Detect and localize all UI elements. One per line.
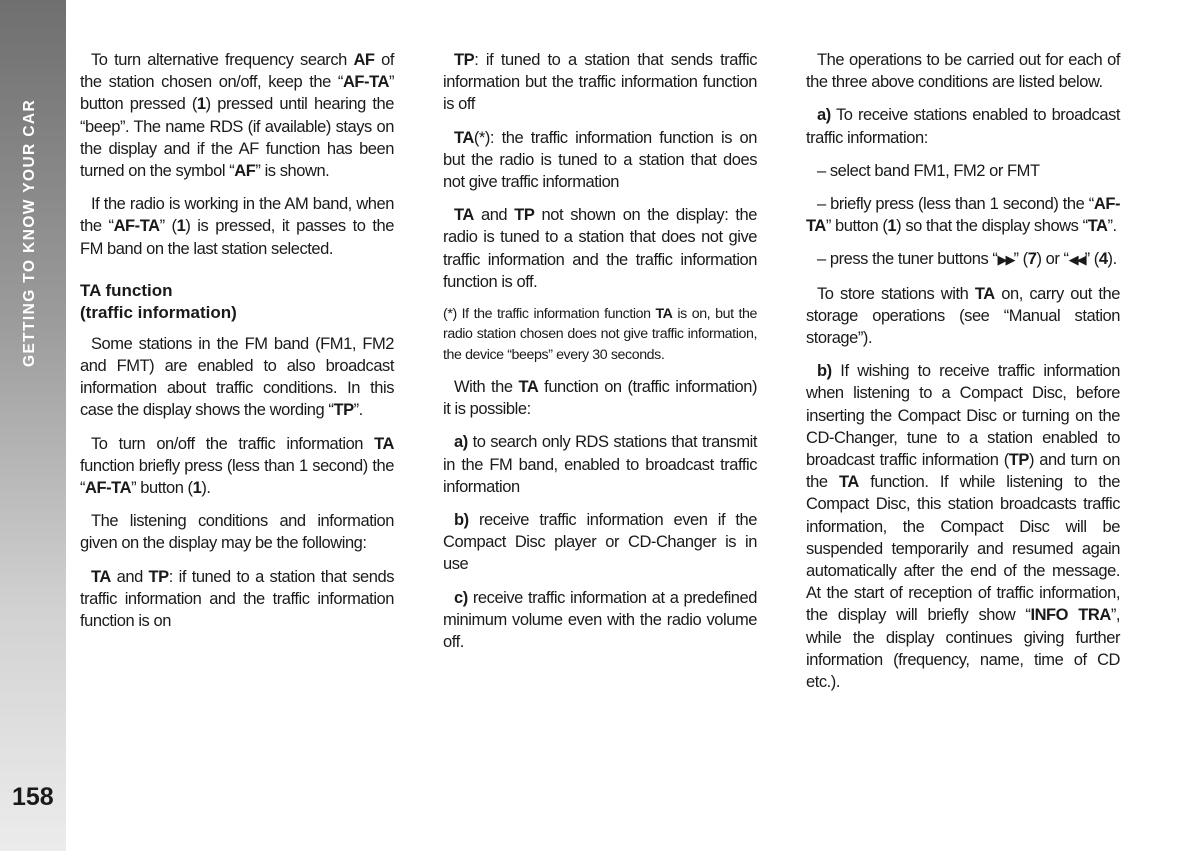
step-press-tuner-buttons: – press the tuner buttons “▶▶” (7) or “◀◀” (4). — [817, 250, 1117, 269]
page-number: 158 — [12, 783, 54, 811]
paragraph-ta-star: TA(*): the traffic information function is on but the radio is tuned to a station that does not give traffic information — [443, 128, 757, 192]
section-title: GETTING TO KNOW YOUR CAR — [21, 98, 38, 367]
ta-function-heading: TA function (traffic information) — [80, 280, 237, 322]
footnote: (*) If the traffic information function TA is on, but the radio station chosen does not give traffic information, the device “beeps” every 30 seconds. — [443, 306, 757, 363]
paragraph-ta-possible: With the TA function on (traffic information) it is possible: — [443, 377, 757, 419]
paragraph-compact-disc: b) If wishing to receive traffic information when listening to a Compact Disc, before inserting the Compact Disc or turning on the CD-Changer, tune to a station enabled to broadcast traffic information (TP) and turn on the TA function. If while listening to the Compact Disc, this station broadcasts traffic information, the Compact Disc will be suspended temporarily and resumed again automatically after the end of the message. At the start of reception of traffic information, the display will briefly show “INFO TRA”, while the display continues giving further information (frequency, name, time of CD etc.). — [806, 362, 1120, 692]
list-item-b: b) receive traffic information even if the Compact Disc player or CD-Changer is in use — [443, 510, 757, 574]
text-column-3 — [806, 49, 1120, 704]
paragraph-store-stations: To store stations with TA on, carry out the storage operations (see “Manual station storage”). — [806, 284, 1120, 348]
rewind-arrows-icon: ◀◀ — [1068, 252, 1085, 268]
step-press-af-ta: – briefly press (less than 1 second) the “AF-TA” button (1) so that the display shows “TA”. — [806, 195, 1120, 236]
forward-arrows-icon: ▶▶ — [997, 252, 1014, 268]
paragraph-tp-only: TP: if tuned to a station that sends traffic information but the traffic information function is off — [443, 51, 757, 114]
text-column-1 — [80, 49, 394, 643]
paragraph-ta-and-tp: TA and TP: if tuned to a station that sends traffic information and the traffic information function is on — [80, 567, 394, 631]
step-select-band: – select band FM1, FM2 or FMT — [817, 161, 1040, 180]
paragraph-ta-tp-not-shown: TA and TP not shown on the display: the radio is tuned to a station that does not give traffic information and the traffic information function is off. — [443, 206, 758, 291]
paragraph-fm-stations: Some stations in the FM band (FM1, FM2 and FMT) are enabled to also broadcast information about traffic conditions. In this case the display shows the wording “TP”. — [80, 334, 394, 420]
paragraph-receive-stations: a) To receive stations enabled to broadcast traffic information: — [806, 106, 1120, 147]
list-item-a: a) to search only RDS stations that transmit in the FM band, enabled to broadcast traffic information — [443, 433, 757, 496]
paragraph-af-search: To turn alternative frequency search AF of the station chosen on/off, keep the “AF-TA” button pressed (1) pressed until hearing the “beep”. The name RDS (if available) stays on the display and if the AF function has been turned on the symbol “AF” is shown. — [80, 51, 394, 181]
paragraph-am-band: If the radio is working in the AM band, when the “AF-TA” (1) is pressed, it passes to the FM band on the last station selected. — [80, 195, 394, 258]
paragraph-ta-toggle: To turn on/off the traffic information TA function briefly press (less than 1 second) the “AF-TA” button (1). — [80, 434, 394, 498]
text-column-2 — [443, 49, 757, 664]
paragraph-listening-conditions: The listening conditions and information given on the display may be the following: — [80, 512, 394, 553]
list-item-c: c) receive traffic information at a predefined minimum volume even with the radio volume off. — [443, 588, 757, 651]
paragraph-operations-intro: The operations to be carried out for each of the three above conditions are listed below. — [806, 51, 1120, 92]
